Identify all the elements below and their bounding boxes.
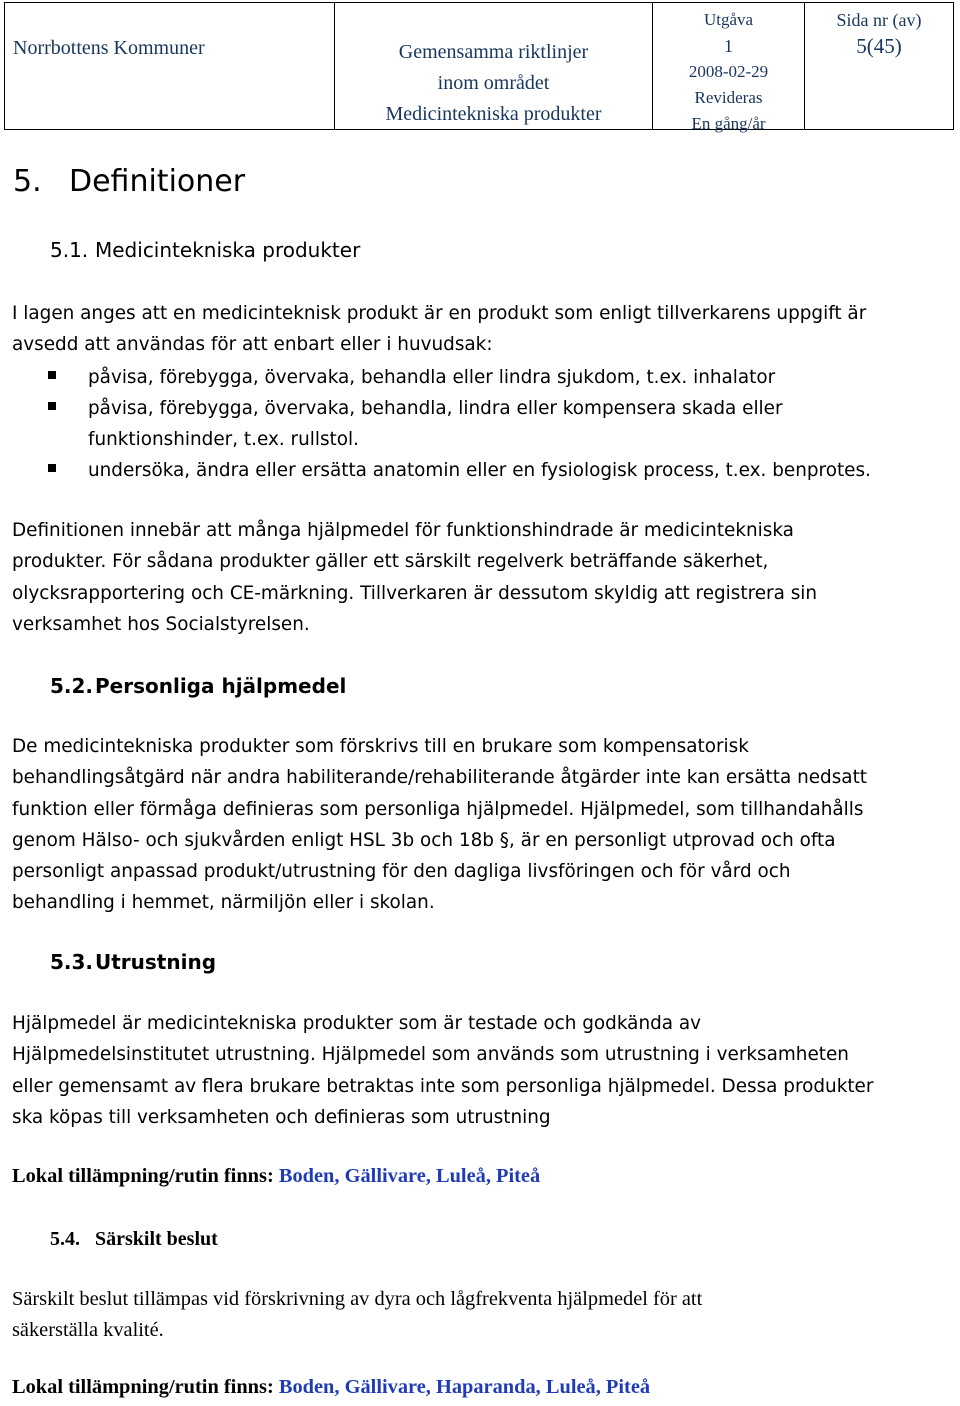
- page-number: 5(45): [856, 34, 902, 58]
- header-meta: [653, 7, 804, 137]
- list-item: undersöka, ändra eller ersätta anatomin eller en fysiologisk process, t.ex. benprotes.: [48, 455, 938, 486]
- local-places-link[interactable]: Boden, Gällivare, Haparanda, Luleå, Piteå: [278, 1376, 651, 1398]
- equipment-paragraph: Hjälpmedel är medicintekniska produkter som är testade och godkända av Hjälpmedelsinstitutet utrustning. Hjälpmedel som används som utrustning i verksamheten eller gemensamt av flera brukare betraktas inte som personliga hjälpmedel. Dessa produkter ska köpas till verksamheten och definieras som utrustning: [12, 1013, 874, 1128]
- local-routine-5-4: Lokal tillämpning/rutin finns: Boden, Gällivare, Haparanda, Luleå, Piteå: [12, 1376, 651, 1398]
- subsection-heading-5-1: 5.1. Medicintekniska produkter: [50, 238, 361, 262]
- revision-value: En gång/år: [691, 114, 766, 133]
- local-routine-5-3: Lokal tillämpning/rutin finns: Boden, Gällivare, Luleå, Piteå: [12, 1165, 541, 1187]
- personal-aids-paragraph: De medicintekniska produkter som förskrivs till en brukare som kompensatorisk behandlingsåtgärd när andra habiliterande/rehabiliterande åtgärder inte kan ersätta nedsatt funktion eller förmåga definieras som personliga hjälpmedel. Hjälpmedel, som tillhandahålls genom Hälso- och sjukvården enligt HSL 3b och 18b §, är en personligt utprovad och ofta personligt anpassad produkt/utrustning för den dagliga livsföringen och för vård och behandling i hemmet, närmiljön eller i skolan.: [12, 736, 868, 914]
- header-page-cell: [805, 3, 953, 129]
- header-date: 2008-02-29: [688, 62, 769, 81]
- header-title-cell: [335, 3, 653, 129]
- special-decision-paragraph: Särskilt beslut tillämpas vid förskrivning av dyra och lågfrekventa hjälpmedel för att säkerställa kvalité.: [12, 1288, 703, 1341]
- edition-label: Utgåva: [703, 10, 754, 29]
- header-org-cell: [5, 3, 335, 129]
- edition-value: 1: [724, 36, 733, 56]
- bullet-square-icon: [48, 402, 56, 410]
- revision-label: Revideras: [694, 88, 763, 107]
- page-label: Sida nr (av): [836, 10, 922, 30]
- purpose-list: [48, 362, 938, 486]
- header-meta-cell: [653, 3, 805, 133]
- intro-paragraph: I lagen anges att en medicinteknisk produkt är en produkt som enligt tillverkarens uppgift är avsedd att användas för att enbart eller i huvudsak:: [12, 303, 867, 356]
- header-page: [805, 7, 953, 59]
- local-places-link[interactable]: Boden, Gällivare, Luleå, Piteå: [278, 1165, 541, 1187]
- bullet-square-icon: [48, 371, 56, 379]
- subsection-heading-5-3: 5.3.Utrustning: [50, 950, 217, 974]
- list-item: påvisa, förebygga, övervaka, behandla eller lindra sjukdom, t.ex. inhalator: [48, 362, 938, 393]
- section-heading: 5. Definitioner: [13, 164, 246, 199]
- definition-paragraph: Definitionen innebär att många hjälpmedel för funktionshindrade är medicintekniska produkter. För sådana produkter gäller ett särskilt regelverk beträffande säkerhet, olycksrapportering och CE-märkning. Tillverkaren är dessutom skyldig att registrera sin verksamhet hos Socialstyrelsen.: [12, 520, 818, 635]
- document-header: [4, 2, 954, 133]
- list-item: påvisa, förebygga, övervaka, behandla, lindra eller kompensera skada eller funktionshinder, t.ex. rullstol.: [48, 393, 938, 455]
- subsection-heading-5-4: 5.4. Särskilt beslut: [50, 1228, 218, 1250]
- header-org: Norrbottens Kommuner: [13, 37, 205, 59]
- subsection-heading-5-2: 5.2.Personliga hjälpmedel: [50, 674, 347, 698]
- header-title: Gemensamma riktlinjer inom området Medicintekniska produkter: [385, 41, 602, 125]
- bullet-square-icon: [48, 464, 56, 472]
